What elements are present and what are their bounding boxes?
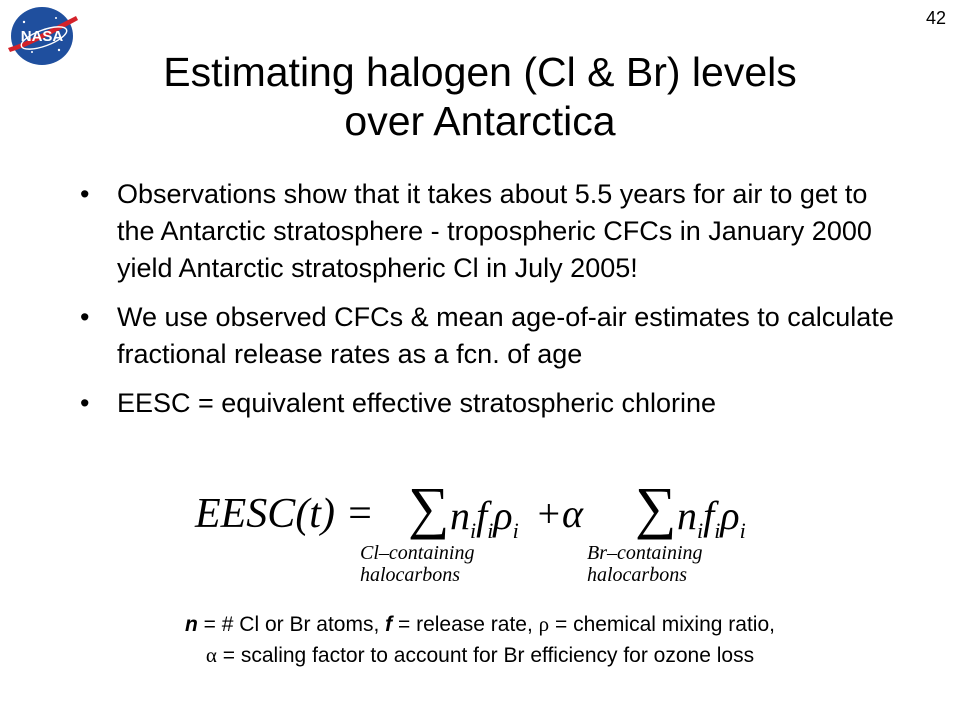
bullet-marker: • [80,179,90,209]
page-number: 42 [925,8,946,28]
symbol-n: n [185,613,198,636]
equation-lhs: EESC(t) = [195,491,374,537]
sum-range-cl: Cl–containing halocarbons [360,542,475,586]
sum-range-br: Br–containing halocarbons [587,542,703,586]
svg-text:NASA: NASA [20,28,64,45]
eesc-equation [195,475,765,590]
symbol-f: f [385,613,393,636]
plus-alpha: +α [535,491,583,536]
title-line-1: Estimating halogen (Cl & Br) levels [163,49,797,95]
bullet-list [78,176,898,434]
summand-1: $n_if_i\rho_i$ [450,493,519,543]
summand-2: $n_if_i\rho_i$ [677,493,746,543]
bullet-item [78,176,898,287]
bullet-marker: • [80,388,90,418]
symbol-alpha: α [205,643,217,667]
bullet-text: EESC = equivalent effective stratospheric chlorine [117,388,717,418]
title-line-2: over Antarctica [344,98,616,144]
bullet-item [78,385,898,422]
nasa-logo [4,4,80,68]
bullet-item [78,299,898,373]
summation-symbol: ∑ [408,475,450,540]
bullet-text: We use observed CFCs & mean age-of-air estimates to calculate fractional release rates as a fcn. of age [117,302,894,369]
summation-symbol: ∑ [635,475,677,540]
bullet-marker: • [80,302,90,332]
symbol-rho: ρ [538,612,550,636]
variable-definitions: n = # Cl or Br atoms, f = release rate, ρ = chemical mixing ratio, α = scaling factor to account for Br efficiency for ozone loss [185,612,775,667]
bullet-text: Observations show that it takes about 5.5 years for air to get to the Antarctic stratosphere - tropospheric CFCs in January 2000 yield Antarctic stratospheric Cl in July 2005! [117,179,872,283]
slide-title [80,48,880,146]
